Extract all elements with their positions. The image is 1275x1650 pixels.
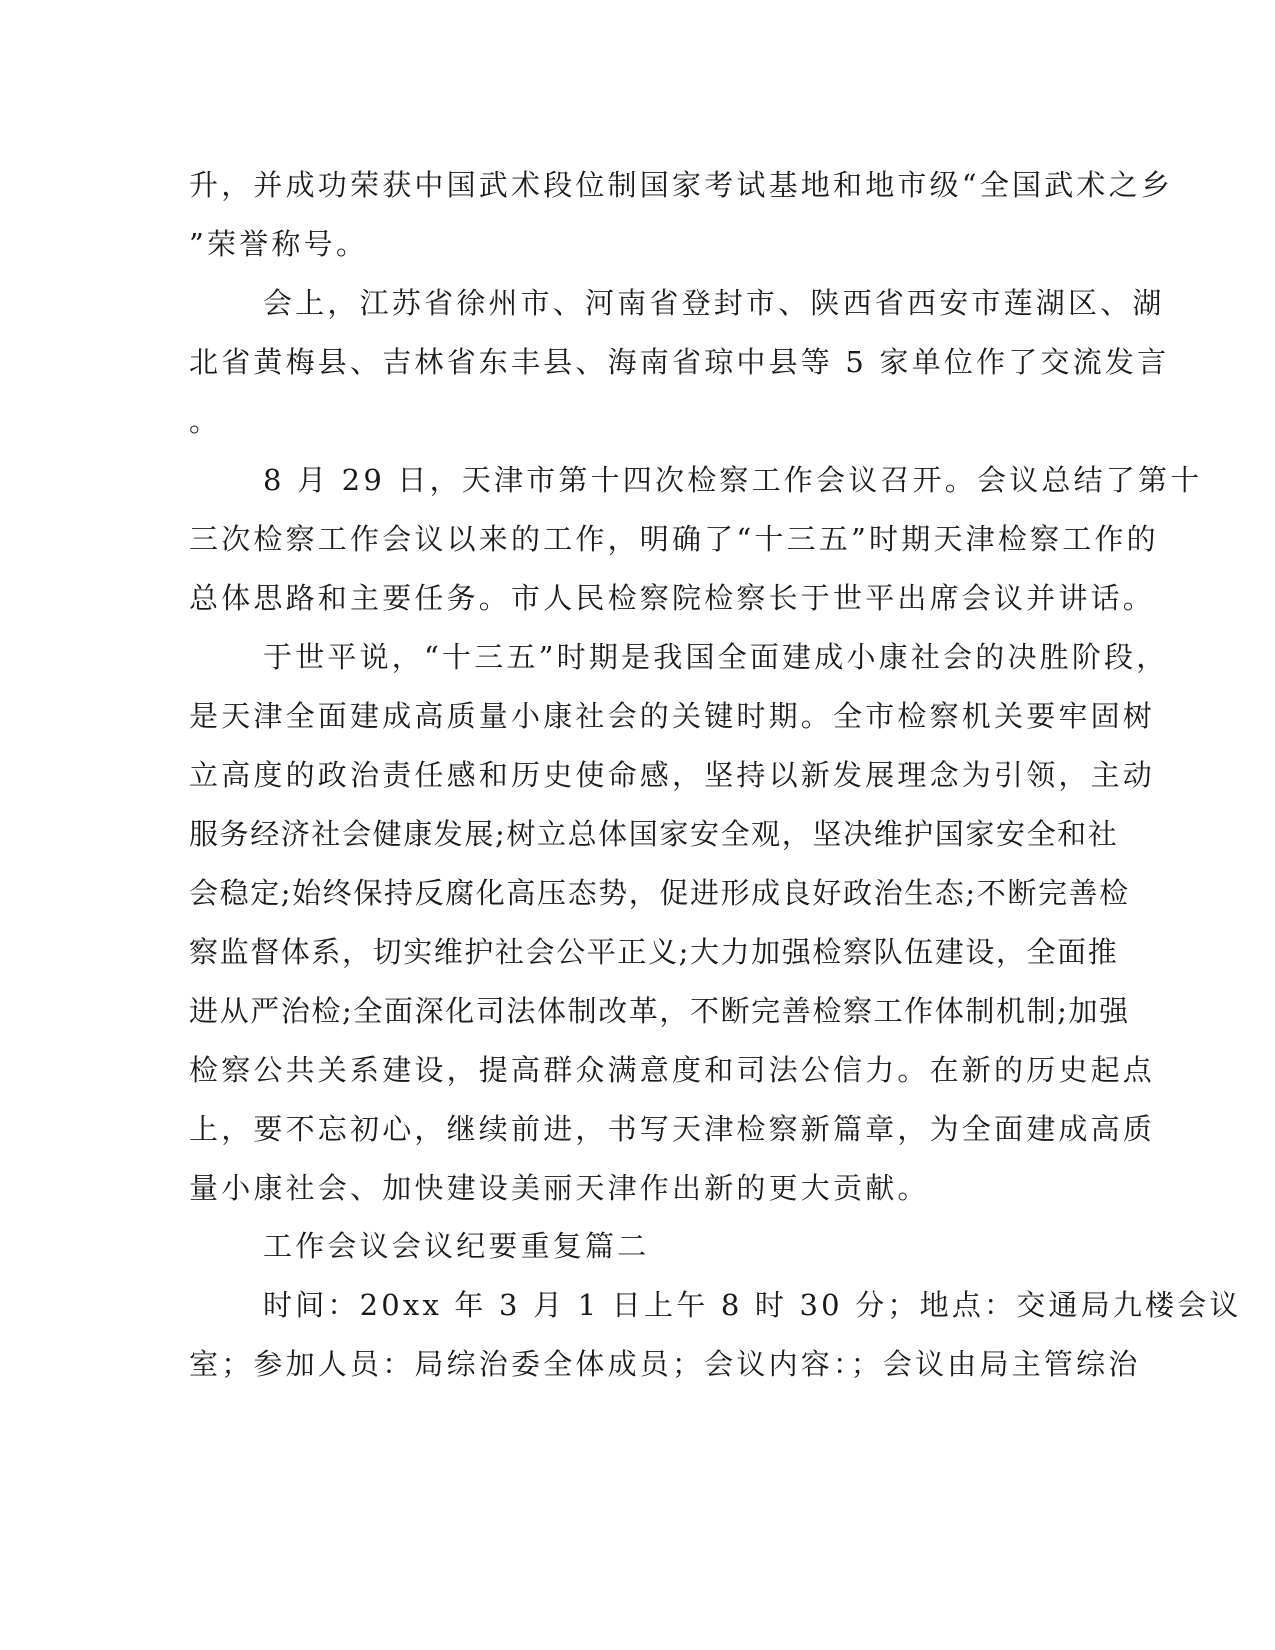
paragraph-line: 三次检察工作会议以来的工作，明确了“十三五”时期天津检察工作的 — [189, 522, 1159, 556]
paragraph-line: 总体思路和主要任务。市人民检察院检察长于世平出席会议并讲话。 — [189, 581, 1156, 615]
paragraph-line: 检察公共关系建设，提高群众满意度和司法公信力。在新的历史起点 — [189, 1053, 1156, 1087]
paragraph-line: 升，并成功荣获中国武术段位制国家考试基地和地市级“全国武术之乡 — [189, 168, 1174, 202]
paragraph-line: 立高度的政治责任感和历史使命感，坚持以新发展理念为引领，主动 — [189, 758, 1156, 792]
paragraph-line: 上，要不忘初心，继续前进，书写天津检察新篇章，为全面建成高质 — [189, 1112, 1156, 1146]
paragraph-line: 8 月 29 日，天津市第十四次检察工作会议召开。会议总结了第十 — [263, 463, 1203, 497]
paragraph-line: 会稳定;始终保持反腐化高压态势，促进形成良好政治生态;不断完善检 — [189, 876, 1130, 910]
paragraph-line: 进从严治检;全面深化司法体制改革，不断完善检察工作体制机制;加强 — [189, 994, 1130, 1028]
paragraph-line: ”荣誉称号。 — [189, 227, 369, 261]
paragraph-line: 室；参加人员：局综治委全体成员；会议内容：；会议由局主管综治 — [189, 1347, 1141, 1381]
paragraph-line: 是天津全面建成高质量小康社会的关键时期。全市检察机关要牢固树 — [189, 699, 1156, 733]
paragraph-line: 。 — [189, 404, 222, 438]
section-heading: 工作会议会议纪要重复篇二 — [263, 1229, 650, 1263]
paragraph-line: 北省黄梅县、吉林省东丰县、海南省琼中县等 5 家单位作了交流发言 — [189, 345, 1170, 379]
paragraph-line: 量小康社会、加快建设美丽天津作出新的更大贡献。 — [189, 1171, 930, 1205]
paragraph-line: 察监督体系，切实维护社会公平正义;大力加强检察队伍建设，全面推 — [189, 935, 1119, 969]
paragraph-line: 时间：20xx 年 3 月 1 日上午 8 时 30 分；地点：交通局九楼会议 — [263, 1288, 1242, 1322]
paragraph-line: 于世平说，“十三五”时期是我国全面建成小康社会的决胜阶段， — [263, 640, 1169, 674]
paragraph-line: 服务经济社会健康发展;树立总体国家安全观，坚决维护国家安全和社 — [189, 817, 1119, 851]
paragraph-line: 会上，江苏省徐州市、河南省登封市、陕西省西安市莲湖区、湖 — [263, 286, 1165, 320]
